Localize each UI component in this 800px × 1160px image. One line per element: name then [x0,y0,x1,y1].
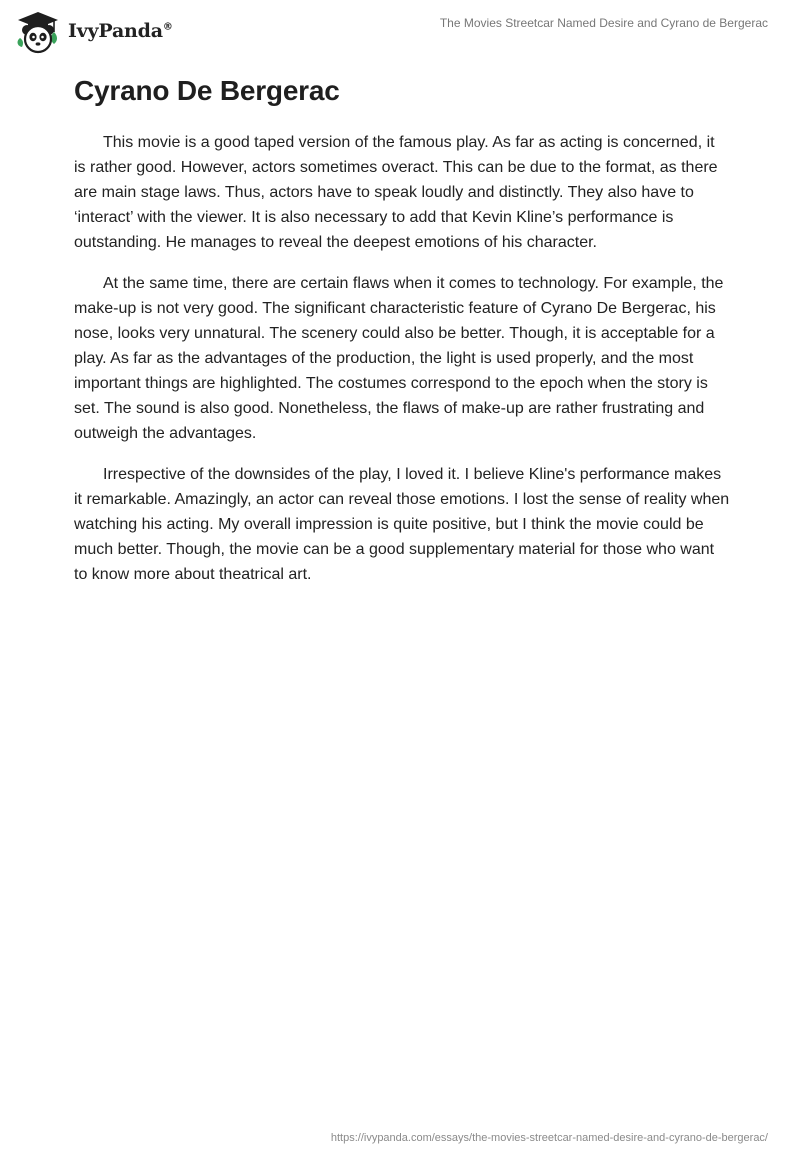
panda-graduation-cap-icon [14,8,62,56]
paragraph: This movie is a good taped version of the famous play. As far as acting is concerned, it is rather good. However, actors sometimes overact. This can be due to the format, as there are main stage laws. Thus, actors have to speak loudly and distinctly. They also have to ‘interact’ with the viewer. It is also necessary to add that Kevin Kline’s performance is outstanding. He manages to reveal the deepest emotions of his character. [74,134,718,251]
document-title: The Movies Streetcar Named Desire and Cyrano de Bergerac [439,16,768,30]
article-body [74,74,730,603]
registered-mark: ® [162,21,173,33]
brand-name: IvyPanda® [68,20,173,42]
ivypanda-logo[interactable] [14,8,173,56]
page-title: Cyrano De Bergerac [74,75,340,106]
paragraph: Irrespective of the downsides of the play, I loved it. I believe Kline's performance makes it remarkable. Amazingly, an actor can reveal those emotions. I lost the sense of reality when watching his acting. My overall impression is quite positive, but I think the movie could be much better. Though, the movie can be a good supplementary material for those who want to know more about theatrical art. [74,466,730,583]
paragraph: At the same time, there are certain flaws when it comes to technology. For example, the make-up is not very good. The significant characteristic feature of Cyrano De Bergerac, his nose, looks very unnatural. The scenery could also be better. Though, it is acceptable for a play. As far as the advantages of the production, the light is used properly, and the most important things are highlighted. The costumes correspond to the epoch when the story is set. The sound is also good. Nonetheless, the flaws of make-up are rather frustrating and outweigh the advantages. [74,275,724,442]
source-url[interactable]: https://ivypanda.com/essays/the-movies-streetcar-named-desire-and-cyrano-de-bergerac/ [330,1132,768,1144]
page-header [0,0,800,60]
